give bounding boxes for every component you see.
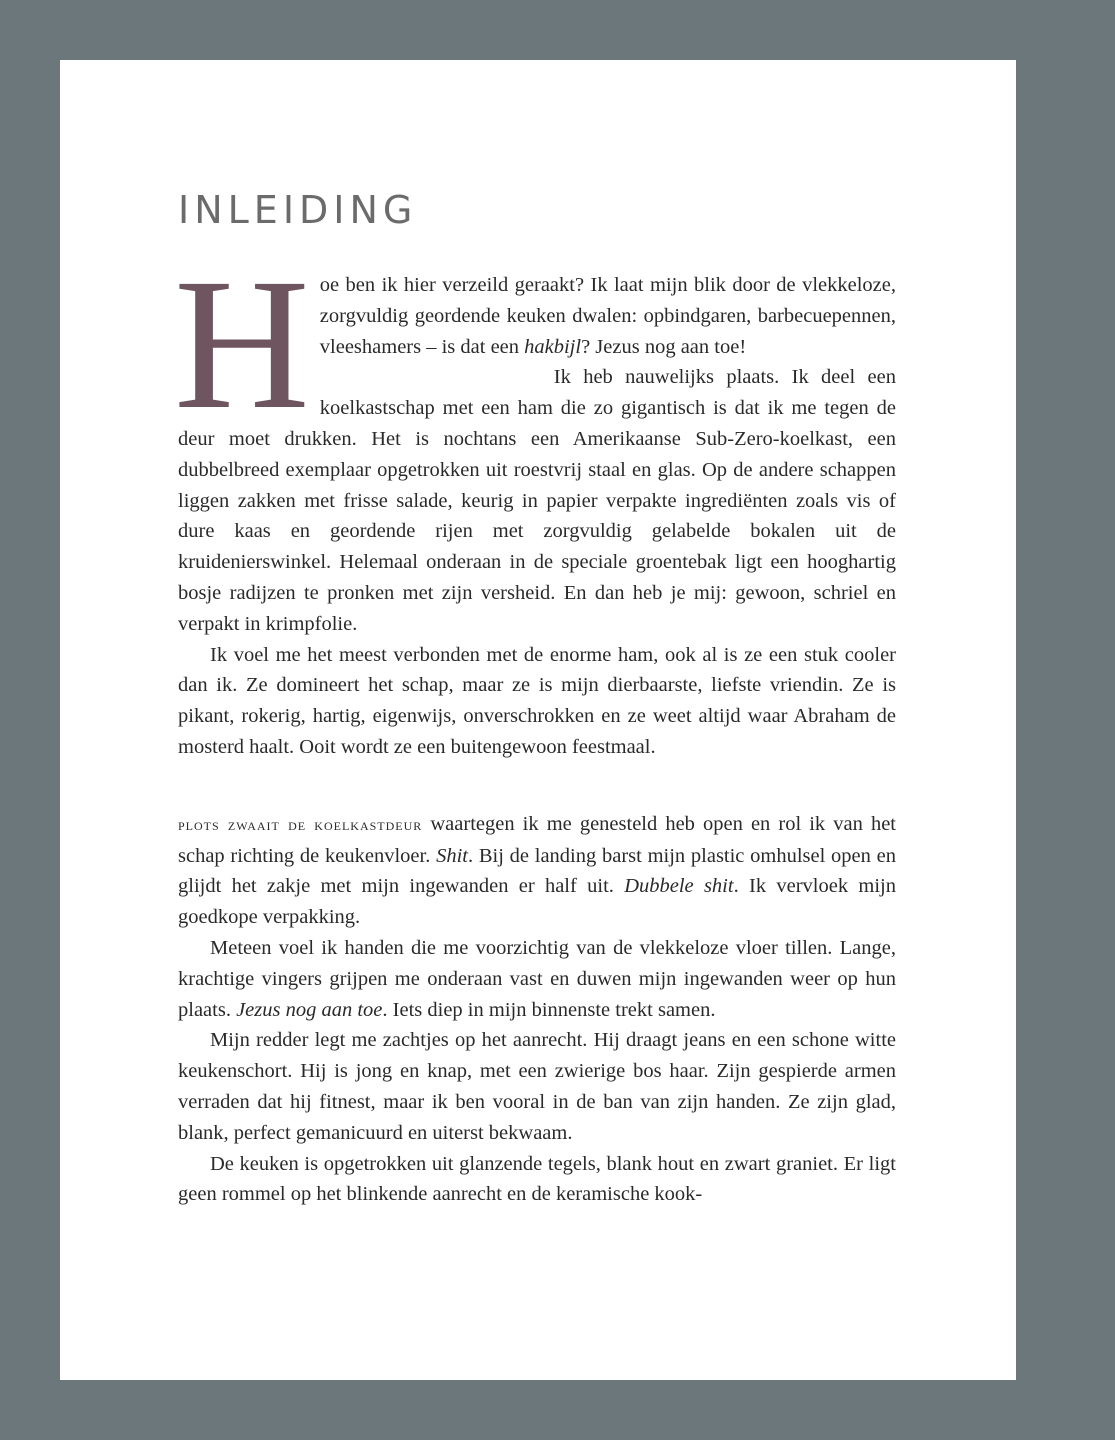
paragraph-4: plots zwaait de koelkastdeur waartegen ik me genesteld heb open en rol ik van het schap richting de keukenvloer. Shit. Bij de landing barst mijn plastic omhulsel open en glijdt het zakje met mijn ingewanden er half uit. Dubbele shit. Ik vervloek mijn goedkope verpakking. [178, 812, 896, 929]
paragraph-6: Mijn redder legt me zachtjes op het aanrecht. Hij draagt jeans en een schone witte keukenschort. Hij is jong en knap, met een zwierige bos haar. Zijn gespierde armen verraden dat hij fitnest, maar ik ben vooral in de ban van zijn handen. Ze zijn glad, blank, perfect gemanicuurd en uiterst bekwaam. [178, 1029, 896, 1144]
paragraph-1: Hoe ben ik hier verzeild geraakt? Ik laat mijn blik door de vlekkeloze, zorgvuldig geordende keuken dwalen: opbindgaren, barbecuepennen, vleeshamers – is dat een hakbijl? Jezus nog aan toe! Ik heb nauwelijks plaats. Ik deel een koelkastschap met een ham die zo gigantisch is dat ik me tegen de deur moet drukken. Het is nochtans een Amerikaanse Sub-Zero-koelkast, een dubbelbreed exemplaar opgetrokken uit roestvrij staal en glas. Op de andere schappen liggen zakken met frisse salade, keurig in papier verpakte ingrediënten zoals vis of dure kaas en geordende rijen met zorgvuldig gelabelde bokalen uit de kruidenierswinkel. Helemaal onderaan in de speciale groentebak ligt een hooghartig bosje radijzen te pronken met zijn versheid. En dan heb je mij: gewoon, schriel en verpakt in krimpfolie. [174, 239, 896, 635]
section-lead-smallcaps: plots zwaait de koelkastdeur [178, 814, 423, 834]
paragraph-3: Ik voel me het meest verbonden met de enorme ham, ook al is ze een stuk cooler dan ik. Ze domineert het schap, maar ze is mijn dierbaarste, liefste vriendin. Ze is pikant, rokerig, hartig, eigenwijs, onverschrokken en ze weet altijd waar Abraham de mosterd haalt. Ooit wordt ze een buitengewoon feestmaal. [178, 643, 896, 758]
paragraph-5: Meteen voel ik handen die me voorzichtig van de vlekkeloze vloer tillen. Lange, krachtige vingers grijpen me onderaan vast en duwen mijn ingewanden weer op hun plaats. Jezus nog aan toe. Iets diep in mijn binnenste trekt samen. [178, 936, 896, 1021]
chapter-heading: INLEIDING [178, 188, 418, 232]
paragraph-2: Ik heb nauwelijks plaats. Ik deel een koelkastschap met een ham die zo gigantisch is dat ik me tegen de deur moet drukken. Het is nochtans een Amerikaanse Sub-Zero-koelkast, een dubbelbreed exemplaar opgetrokken uit roestvrij staal en glas. Op de andere schappen liggen zakken met frisse salade, keurig in papier verpakte ingrediënten zoals vis of dure kaas en geordende rijen met zorgvuldig gelabelde bokalen uit de kruidenierswinkel. Helemaal onderaan in de speciale groentebak ligt een hooghartig bosje radijzen te pronken met zijn versheid. En dan heb je mij: gewoon, schriel en verpakt in krimpfolie. [178, 366, 896, 635]
book-page [60, 60, 1016, 1380]
paragraph-7: De keuken is opgetrokken uit glanzende tegels, blank hout en zwart graniet. Er ligt geen rommel op het blinkende aanrecht en de keramische kook- [178, 1152, 896, 1206]
drop-cap: H [174, 239, 310, 448]
chapter-body [174, 239, 896, 1210]
